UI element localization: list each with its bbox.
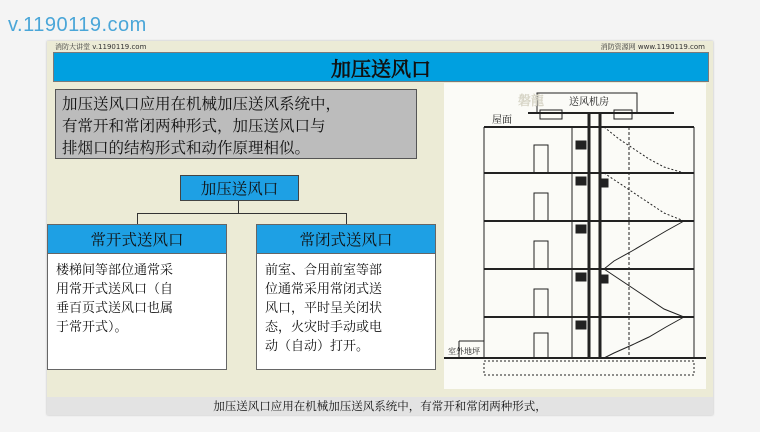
card-line: 于常开式）。 [56,320,128,335]
slide-header-left: 消防大讲堂 v.1190119.com [55,43,147,51]
building-section-figure [444,83,706,389]
fan-unit-right [614,110,632,119]
card-title: 常开式送风口 [48,225,226,254]
fan-room-label: 送风机房 [569,97,609,108]
card-title: 常闭式送风口 [257,225,435,254]
card-line: 动（自动）打开。 [265,339,370,354]
tree-branch-right [346,213,347,224]
card-body [257,254,435,363]
caption-text: 加压送风口应用在机械加压送风系统中，有常开和常闭两种形式， [213,399,547,413]
tree-root-box: 加压送风口 [180,175,299,201]
caption-bar [47,397,713,415]
card-line: 态，火灾时手动或电 [265,320,383,335]
card-line: 楼梯间等部位通常采 [56,263,174,278]
tree-stem [238,201,239,213]
logo-text: 磐龍 [518,94,545,109]
slide-header-right: 消防资源网 www.1190119.com [600,43,705,51]
fan-unit-left [540,110,562,119]
normally-closed-card [256,224,436,370]
card-line: 前室、合用前室等部 [265,263,383,278]
slide-title-bar [53,52,709,82]
card-line: 用常开式送风口（自 [56,282,174,297]
intro-line: 排烟口的结构形式和动作原理相似。 [62,139,311,157]
ground-label: 室外地坪 [448,347,480,356]
normally-open-card [47,224,227,370]
card-line: 风口，平时呈关闭状 [265,301,383,316]
card-line: 垂百页式送风口也属 [56,301,174,316]
card-line: 位通常采用常闭式送 [265,282,383,297]
intro-line: 有常开和常闭两种形式，加压送风口与 [62,117,326,135]
intro-text-box [55,89,417,159]
slide [47,41,713,415]
tree-branch-left [137,213,138,224]
site-watermark: v.1190119.com [8,14,147,36]
card-body [48,254,226,344]
roof-label: 屋面 [492,115,512,126]
building-section-drawing [444,83,706,389]
slide-title: 加压送风口 [331,56,431,81]
intro-line: 加压送风口应用在机械加压送风系统中， [62,95,342,113]
tree-crossbar [137,213,347,214]
